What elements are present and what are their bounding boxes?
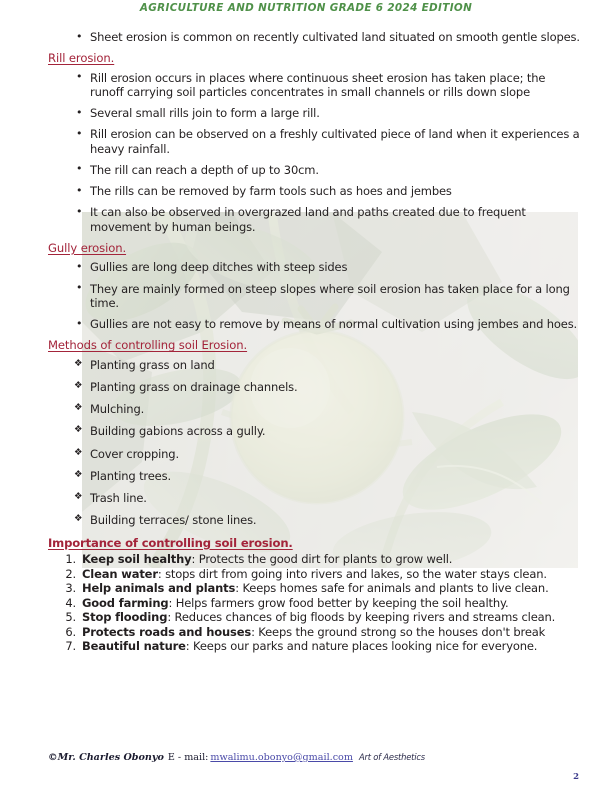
list-item: ❖ Planting grass on drainage channels. [0,380,612,394]
footer-email-label: E - mail: [167,752,209,763]
list-item: • It can also be observed in overgrazed land and paths created due to frequent movement by human beings. [0,205,612,234]
list-item: • Gullies are not easy to remove by means of normal cultivation using jembes and hoes. [0,317,612,331]
importance-numbered-list [0,552,612,653]
list-item-rest: : Reduces chances of big floods by keeping rivers and streams clean. [167,610,556,625]
list-item [0,596,612,610]
list-item: • Several small rills join to form a large rill. [0,106,612,120]
list-number: 5. [65,610,76,625]
list-item-lead: Help animals and plants [82,581,236,596]
list-item-lead: Clean water [82,566,158,581]
list-item: • The rill can reach a depth of up to 30cm. [0,163,612,177]
list-item-rest: : Keeps our parks and nature places looking nice for everyone. [185,639,538,654]
list-item: ❖ Building terraces/ stone lines. [0,513,612,527]
sheet-erosion-bullet-list [0,30,612,44]
heading-methods-of-controlling-soil-erosion: Methods of controlling soil Erosion. [48,338,248,353]
list-item [0,552,612,566]
list-number: 3. [65,581,76,596]
footer-brand: Art of Aesthetics [358,752,425,762]
list-item: • The rills can be removed by farm tools such as hoes and jembes [0,184,612,198]
list-item [0,610,612,624]
list-item [0,567,612,581]
gully-erosion-bullet-list [0,260,612,331]
list-number: 4. [65,595,76,610]
list-item: • Sheet erosion is common on recently cultivated land situated on smooth gentle slopes. [0,30,612,44]
list-item-rest: : Helps farmers grow food better by keeping the soil healthy. [168,595,509,610]
list-item: • Rill erosion occurs in places where continuous sheet erosion has taken place; the runoff carrying soil particles concentrates in small channels or rills down slope [0,71,612,100]
heading-rill-erosion: Rill erosion. [48,51,115,66]
list-item: • Gullies are long deep ditches with steep sides [0,260,612,274]
list-item: • They are mainly formed on steep slopes where soil erosion has taken place for a long time. [0,282,612,311]
page-footer [48,752,568,763]
list-number: 6. [65,624,76,639]
list-item [0,581,612,595]
list-item: ❖ Mulching. [0,402,612,416]
list-item-lead: Protects roads and houses [82,624,252,639]
list-item-lead: Good farming [82,595,169,610]
list-number: 7. [65,639,76,654]
methods-diamond-list [0,358,612,528]
list-item-rest: : stops dirt from going into rivers and lakes, so the water stays clean. [157,566,547,581]
list-number: 1. [65,552,76,566]
list-item-lead: Beautiful nature [82,639,186,654]
list-item: ❖ Building gabions across a gully. [0,424,612,438]
list-item: ❖ Planting grass on land [0,358,612,372]
list-item: ❖ Planting trees. [0,469,612,483]
footer-author: ©Mr. Charles Obonyo [48,752,164,763]
heading-importance-of-controlling-soil-erosion: Importance of controlling soil erosion. [48,535,293,550]
heading-gully-erosion: Gully erosion. [48,240,127,255]
list-item: ❖ Trash line. [0,491,612,505]
list-item: • Rill erosion can be observed on a freshly cultivated piece of land when it experiences a heavy rainfall. [0,127,612,156]
list-item: ❖ Cover cropping. [0,447,612,461]
list-item-rest: : Protects the good dirt for plants to grow well. [191,552,453,566]
page-title: AGRICULTURE AND NUTRITION GRADE 6 2024 EDITION [139,2,473,14]
document-body [0,30,612,654]
list-item [0,625,612,639]
rill-erosion-bullet-list [0,71,612,234]
page-number: 2 [573,772,579,782]
list-number: 2. [65,566,76,581]
list-item [0,639,612,653]
list-item-lead: Keep soil healthy [82,552,192,566]
list-item-rest: : Keeps the ground strong so the houses don't break [251,624,546,639]
footer-email-link[interactable]: mwalimu.obonyo@gmail.com [210,752,353,763]
list-item-rest: : Keeps homes safe for animals and plants to live clean. [235,581,549,596]
list-item-lead: Stop flooding [82,610,168,625]
